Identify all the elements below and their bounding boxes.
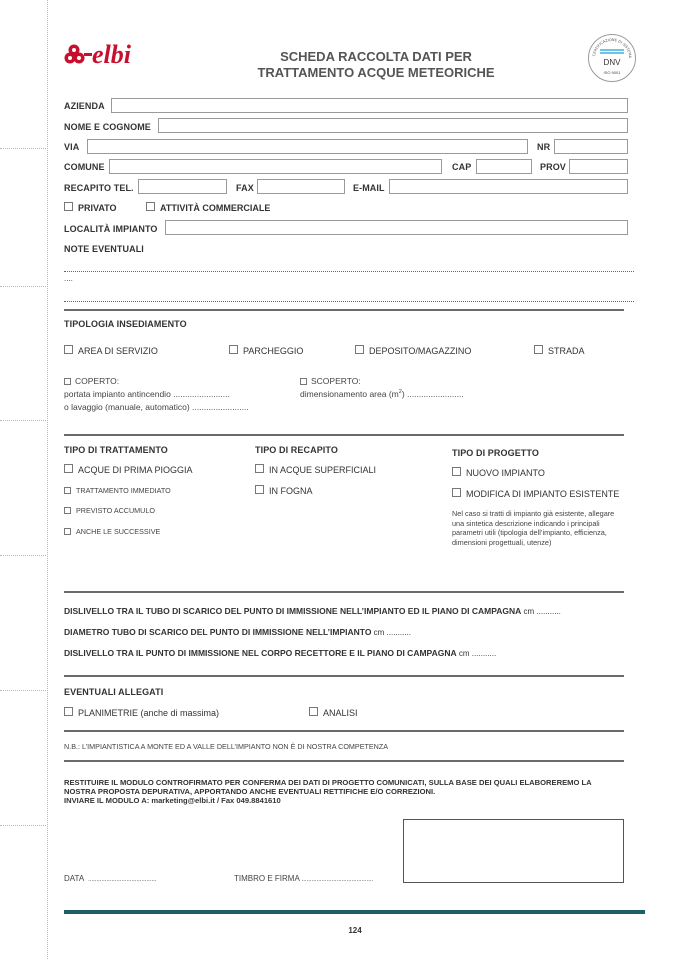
timbro-field[interactable] xyxy=(234,874,373,883)
section-divider xyxy=(64,760,624,762)
return-instructions xyxy=(64,778,592,806)
cap-input[interactable] xyxy=(476,159,532,174)
parcheggio-checkbox[interactable] xyxy=(229,345,238,354)
elbi-logo-mark xyxy=(64,38,172,70)
cert-brand: DNV xyxy=(603,58,621,67)
return-line: NOSTRA PROPOSTA DEPURATIVA, APPORTANDO ANCHE EVENTUALI RETTIFICHE E/O CORREZIONI. xyxy=(64,787,436,797)
allegati-title: EVENTUALI ALLEGATI xyxy=(64,687,164,697)
comune-label: COMUNE xyxy=(64,162,105,172)
margin-tick xyxy=(0,825,46,826)
progetto-title: TIPO DI PROGETTO xyxy=(452,448,539,458)
note-label: NOTE EVENTUALI xyxy=(64,244,144,254)
note-line-2[interactable] xyxy=(64,301,634,302)
modifica-impianto-checkbox[interactable] xyxy=(452,488,461,497)
scoperto-line-1-pre: dimensionamento area (m xyxy=(300,389,399,399)
area-servizio-label: AREA DI SERVIZIO xyxy=(78,346,158,356)
progetto-note-line: Nel caso si tratti di impianto già esistente, allegare xyxy=(452,509,615,518)
page-number: 124 xyxy=(348,926,362,935)
section-divider xyxy=(64,309,624,311)
cert-standard: ISO 9001 xyxy=(603,70,621,75)
deposito-checkbox[interactable] xyxy=(355,345,364,354)
recapito-title: TIPO DI RECAPITO xyxy=(255,445,338,455)
misura-unit: cm ........... xyxy=(521,607,561,616)
acque-superficiali-label: IN ACQUE SUPERFICIALI xyxy=(269,465,377,475)
azienda-input[interactable] xyxy=(111,98,628,113)
tel-input[interactable] xyxy=(138,179,227,194)
progetto-note-line: dimensioni progettuali, utenze) xyxy=(452,537,552,547)
margin-tick xyxy=(0,148,46,149)
trattamento-title: TIPO DI TRATTAMENTO xyxy=(64,445,168,455)
azienda-label: AZIENDA xyxy=(64,101,105,111)
return-line: INVIARE IL MODULO A: marketing@elbi.it / Fax 049.8841610 xyxy=(64,796,281,806)
strada-label: STRADA xyxy=(548,346,585,356)
trattamento-immediato-checkbox[interactable] xyxy=(64,487,71,494)
prov-label: PROV xyxy=(540,162,566,172)
coperto-line-2[interactable]: o lavaggio (manuale, automatico) ........................ xyxy=(64,402,249,412)
page-title-line1: SCHEDA RACCOLTA DATI PER xyxy=(280,49,472,64)
tipologia-title: TIPOLOGIA INSEDIAMENTO xyxy=(64,319,187,329)
progetto-note-line: parametri utili (tipologia dell’impianto, efficienza, xyxy=(452,528,607,538)
margin-tick xyxy=(0,690,46,691)
data-field[interactable] xyxy=(64,874,157,883)
stamp-signature-box[interactable] xyxy=(403,819,624,883)
anche-successive-checkbox[interactable] xyxy=(64,528,71,535)
misura-label: DISLIVELLO TRA IL TUBO DI SCARICO DEL PUNTO DI IMMISSIONE NELL’IMPIANTO ED IL PIANO DI CAMPAGNA xyxy=(64,606,522,616)
nome-label: NOME E COGNOME xyxy=(64,122,151,132)
via-label: VIA xyxy=(64,142,80,152)
analisi-label: ANALISI xyxy=(323,708,358,718)
progetto-note-line: una sintetica descrizione indicando i principali xyxy=(452,518,600,528)
in-fogna-checkbox[interactable] xyxy=(255,485,264,494)
cert-arc-text: CERTIFICAZIONE DI SISTEMA xyxy=(592,37,633,59)
acque-superficiali-checkbox[interactable] xyxy=(255,464,264,473)
margin-tick xyxy=(0,555,46,556)
in-fogna-label: IN FOGNA xyxy=(269,486,313,496)
trattamento-immediato-label: TRATTAMENTO IMMEDIATO xyxy=(76,486,171,495)
elbi-logo-text: elbi xyxy=(92,40,131,69)
planimetrie-label: PLANIMETRIE (anche di massima) xyxy=(78,708,220,718)
dnv-certification-badge xyxy=(587,33,637,83)
elbi-logo xyxy=(64,38,172,70)
margin-tick xyxy=(0,420,46,421)
page-title xyxy=(200,49,552,81)
prima-pioggia-checkbox[interactable] xyxy=(64,464,73,473)
progetto-note xyxy=(452,509,614,547)
nuovo-impianto-label: NUOVO IMPIANTO xyxy=(466,468,545,478)
nuovo-impianto-checkbox[interactable] xyxy=(452,467,461,476)
margin-tick xyxy=(0,286,46,287)
section-divider xyxy=(64,675,624,677)
note-line-1-tail: .... xyxy=(64,274,73,283)
email-input[interactable] xyxy=(389,179,628,194)
scoperto-sup: 2 xyxy=(398,389,402,396)
data-label: DATA xyxy=(64,874,84,883)
strada-checkbox[interactable] xyxy=(534,345,543,354)
timbro-dots: ........................................... xyxy=(301,877,374,883)
cap-label: CAP xyxy=(452,162,472,172)
misura-dislivello-recettore[interactable] xyxy=(64,648,496,658)
misura-dislivello-tubo[interactable] xyxy=(64,606,561,616)
anche-successive-label: ANCHE LE SUCCESSIVE xyxy=(76,527,161,536)
scoperto-line-1[interactable] xyxy=(300,389,464,399)
nr-input[interactable] xyxy=(554,139,628,154)
prima-pioggia-label: ACQUE DI PRIMA PIOGGIA xyxy=(78,465,193,475)
localita-input[interactable] xyxy=(165,220,628,235)
parcheggio-label: PARCHEGGIO xyxy=(243,346,304,356)
section-divider xyxy=(64,434,624,436)
return-line: RESTITUIRE IL MODULO CONTROFIRMATO PER CONFERMA DEI DATI DI PROGETTO COMUNICATI, SULLA BASE DEI QUALI ELABOREREMO LA xyxy=(64,778,592,787)
analisi-checkbox[interactable] xyxy=(309,707,318,716)
margin-binding-line xyxy=(47,0,48,959)
prov-input[interactable] xyxy=(569,159,628,174)
nb-note: N.B.: L’IMPIANTISTICA A MONTE ED A VALLE DELL’IMPIANTO NON È DI NOSTRA COMPETENZA xyxy=(64,742,389,751)
scoperto-label: SCOPERTO: xyxy=(311,376,361,386)
area-servizio-checkbox[interactable] xyxy=(64,345,73,354)
attivita-checkbox[interactable] xyxy=(146,202,155,211)
localita-label: LOCALITÀ IMPIANTO xyxy=(64,224,158,234)
comune-input[interactable] xyxy=(109,159,442,174)
attivita-label: ATTIVITÀ COMMERCIALE xyxy=(160,203,271,213)
planimetrie-checkbox[interactable] xyxy=(64,707,73,716)
coperto-checkbox[interactable] xyxy=(64,378,71,385)
privato-checkbox[interactable] xyxy=(64,202,73,211)
modifica-impianto-label: MODIFICA DI IMPIANTO ESISTENTE xyxy=(466,489,620,499)
misura-unit: cm ........... xyxy=(371,628,411,637)
fax-input[interactable] xyxy=(257,179,345,194)
footer-bar xyxy=(64,910,645,914)
tel-label: RECAPITO TEL. xyxy=(64,183,134,193)
previsto-accumulo-checkbox[interactable] xyxy=(64,507,71,514)
scoperto-line-1-post: ) ........................ xyxy=(401,389,464,399)
misura-unit: cm ........... xyxy=(456,649,497,658)
coperto-line-1[interactable]: portata impianto antincendio ........................ xyxy=(64,389,230,399)
misura-label: DIAMETRO TUBO DI SCARICO DEL PUNTO DI IMMISSIONE NELL’IMPIANTO xyxy=(64,627,372,637)
coperto-label: COPERTO: xyxy=(75,376,120,386)
data-dots: ......................................... xyxy=(88,877,157,883)
scoperto-checkbox[interactable] xyxy=(300,378,307,385)
privato-label: PRIVATO xyxy=(78,203,117,213)
misura-label: DISLIVELLO TRA IL PUNTO DI IMMISSIONE NEL CORPO RECETTORE E IL PIANO DI CAMPAGNA xyxy=(64,648,457,658)
page-title-line2: TRATTAMENTO ACQUE METEORICHE xyxy=(257,65,495,80)
fax-label: FAX xyxy=(236,183,254,193)
section-divider xyxy=(64,730,624,732)
deposito-label: DEPOSITO/MAGAZZINO xyxy=(369,346,472,356)
nome-input[interactable] xyxy=(158,118,628,133)
email-label: E-MAIL xyxy=(353,183,385,193)
section-divider xyxy=(64,591,624,593)
misura-diametro-tubo[interactable] xyxy=(64,627,411,637)
nr-label: NR xyxy=(537,142,551,152)
note-line-1[interactable] xyxy=(64,271,634,272)
via-input[interactable] xyxy=(87,139,528,154)
previsto-accumulo-label: PREVISTO ACCUMULO xyxy=(76,506,155,515)
timbro-label: TIMBRO E FIRMA xyxy=(234,874,300,883)
